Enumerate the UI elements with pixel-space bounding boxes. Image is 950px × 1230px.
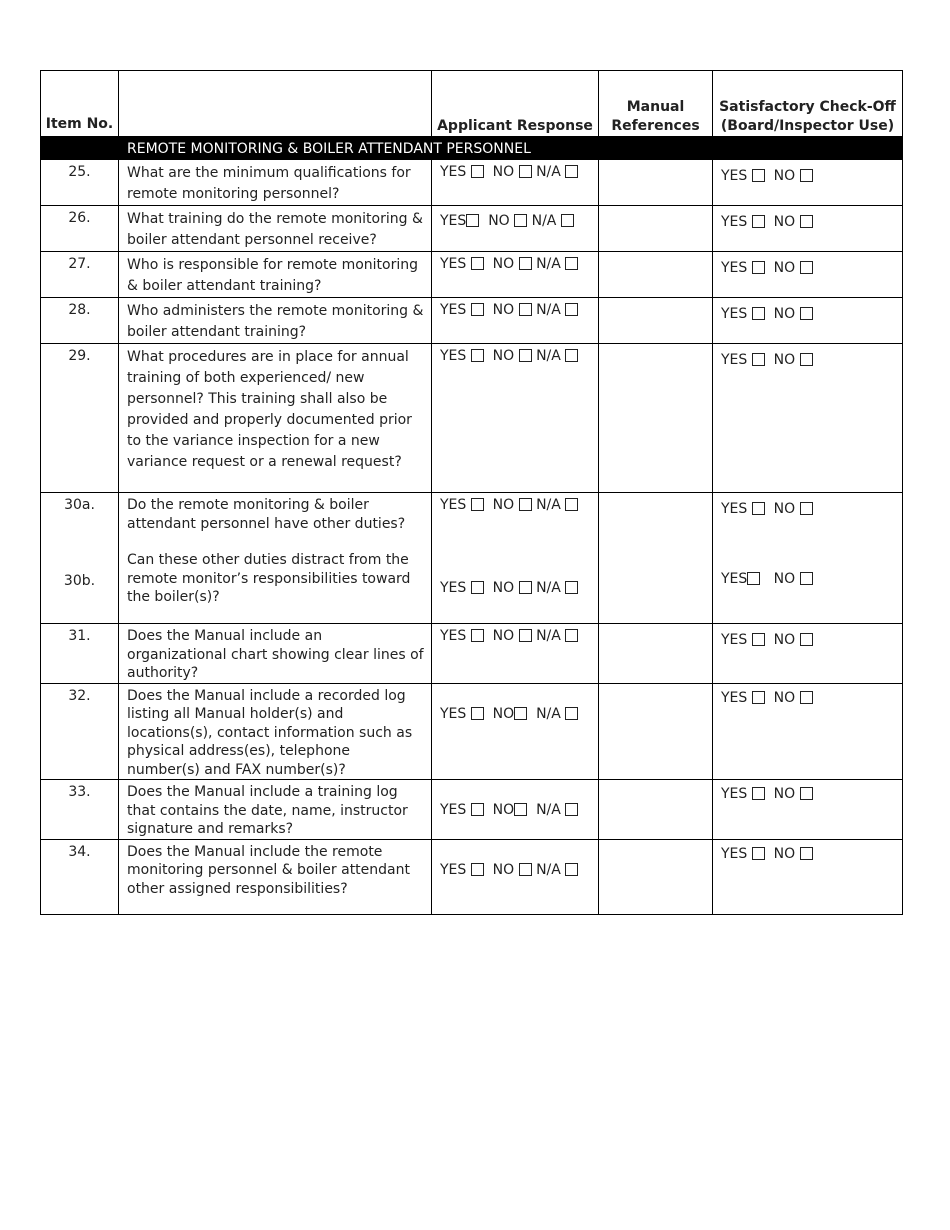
- no-checkbox[interactable]: [519, 165, 532, 178]
- no-checkbox[interactable]: [519, 349, 532, 362]
- na-label: N/A: [536, 302, 561, 318]
- yes-checkbox[interactable]: [752, 307, 765, 320]
- yes-checkbox[interactable]: [471, 498, 484, 511]
- applicant-response: [432, 624, 599, 684]
- manual-reference-field[interactable]: [599, 683, 713, 780]
- no-label: NO: [773, 352, 796, 368]
- table-row: [41, 206, 903, 252]
- na-checkbox[interactable]: [565, 629, 578, 642]
- no-label: NO: [492, 861, 515, 878]
- check-off: [713, 252, 903, 298]
- na-checkbox[interactable]: [565, 165, 578, 178]
- item-number: 26.: [41, 206, 119, 252]
- no-label: NO: [773, 571, 796, 587]
- manual-reference-field[interactable]: [599, 160, 713, 206]
- item-number-group: [41, 493, 119, 624]
- no-label: NO: [773, 214, 796, 230]
- question-group: [119, 493, 432, 624]
- no-checkbox[interactable]: [519, 303, 532, 316]
- check-off: [713, 298, 903, 344]
- na-label: N/A: [536, 802, 561, 818]
- question-text: Does the Manual include an organizational chart showing clear lines of authority?: [119, 624, 432, 684]
- item-number: 25.: [41, 160, 119, 206]
- na-checkbox[interactable]: [565, 707, 578, 720]
- yes-label: YES: [721, 352, 748, 368]
- question-text: Does the Manual include the remote monitoring personnel & boiler attendant other assigned responsibilities?: [119, 839, 432, 914]
- yes-checkbox[interactable]: [752, 691, 765, 704]
- question-text: Who administers the remote monitoring & boiler attendant training?: [119, 298, 432, 344]
- yes-label: YES: [440, 580, 467, 596]
- no-checkbox[interactable]: [519, 581, 532, 594]
- yes-label: YES: [721, 571, 748, 587]
- no-checkbox[interactable]: [514, 803, 527, 816]
- no-checkbox[interactable]: [800, 633, 813, 646]
- yes-checkbox[interactable]: [471, 165, 484, 178]
- no-checkbox[interactable]: [514, 214, 527, 227]
- yes-checkbox[interactable]: [471, 349, 484, 362]
- table-row: [41, 624, 903, 684]
- header-row: [41, 71, 903, 137]
- yes-label: YES: [440, 802, 467, 818]
- item-number: 31.: [41, 624, 119, 684]
- applicant-response: [432, 683, 599, 780]
- question-text: Does the Manual include a training log that contains the date, name, instructor signature and remarks?: [119, 780, 432, 840]
- header-applicant-response: Applicant Response: [432, 71, 599, 137]
- manual-reference-field[interactable]: [599, 493, 713, 624]
- no-label: NO: [492, 164, 515, 180]
- check-off: [713, 344, 903, 493]
- applicant-response: [432, 780, 599, 840]
- na-label: N/A: [536, 580, 561, 596]
- manual-reference-field[interactable]: [599, 206, 713, 252]
- yes-label: YES: [721, 786, 748, 802]
- table-row: [41, 160, 903, 206]
- na-checkbox[interactable]: [565, 257, 578, 270]
- no-checkbox[interactable]: [519, 629, 532, 642]
- table-row: [41, 344, 903, 493]
- yes-checkbox[interactable]: [471, 629, 484, 642]
- applicant-response: [432, 252, 599, 298]
- item-number: 29.: [41, 344, 119, 493]
- item-number: 32.: [41, 683, 119, 780]
- yes-label: YES: [440, 213, 467, 229]
- yes-label: YES: [721, 214, 748, 230]
- no-label: NO: [492, 628, 515, 644]
- yes-checkbox[interactable]: [752, 169, 765, 182]
- section-title: REMOTE MONITORING & BOILER ATTENDANT PERSONNEL: [119, 137, 903, 160]
- na-label: N/A: [536, 628, 561, 644]
- yes-checkbox[interactable]: [747, 572, 760, 585]
- check-off: [713, 683, 903, 780]
- no-label: NO: [492, 705, 515, 722]
- yes-checkbox[interactable]: [471, 863, 484, 876]
- na-label: N/A: [536, 705, 561, 722]
- manual-reference-field[interactable]: [599, 624, 713, 684]
- na-checkbox[interactable]: [565, 803, 578, 816]
- question-text: Who is responsible for remote monitoring & boiler attendant training?: [119, 252, 432, 298]
- yes-checkbox[interactable]: [466, 214, 479, 227]
- no-checkbox[interactable]: [800, 307, 813, 320]
- yes-checkbox[interactable]: [471, 581, 484, 594]
- no-checkbox[interactable]: [519, 498, 532, 511]
- section-header-row: [41, 137, 903, 160]
- check-off: [713, 839, 903, 914]
- yes-checkbox[interactable]: [752, 787, 765, 800]
- yes-label: YES: [721, 306, 748, 322]
- yes-checkbox[interactable]: [752, 215, 765, 228]
- manual-reference-field[interactable]: [599, 780, 713, 840]
- no-label: NO: [773, 845, 796, 862]
- no-label: NO: [773, 632, 796, 648]
- yes-label: YES: [440, 705, 467, 722]
- applicant-response: [432, 839, 599, 914]
- yes-checkbox[interactable]: [471, 257, 484, 270]
- header-satisfactory-check-off: Satisfactory Check-Off (Board/Inspector Use): [713, 71, 903, 137]
- no-label: NO: [492, 256, 515, 272]
- header-item-no: Item No.: [41, 71, 119, 137]
- no-checkbox[interactable]: [800, 215, 813, 228]
- no-checkbox[interactable]: [800, 691, 813, 704]
- table-row: [41, 780, 903, 840]
- no-checkbox[interactable]: [800, 572, 813, 585]
- header-manual-references: Manual References: [599, 71, 713, 137]
- check-off: [713, 493, 903, 624]
- question-text: What training do the remote monitoring & boiler attendant personnel receive?: [119, 206, 432, 252]
- item-number: 27.: [41, 252, 119, 298]
- applicant-response: [432, 493, 599, 624]
- item-number: 30a.: [64, 497, 95, 513]
- manual-reference-field[interactable]: [599, 298, 713, 344]
- yes-checkbox[interactable]: [752, 261, 765, 274]
- no-checkbox[interactable]: [519, 257, 532, 270]
- na-label: N/A: [536, 164, 561, 180]
- na-label: N/A: [536, 861, 561, 878]
- manual-reference-field[interactable]: [599, 252, 713, 298]
- yes-label: YES: [440, 628, 467, 644]
- table-row: [41, 298, 903, 344]
- no-label: NO: [492, 580, 515, 596]
- no-checkbox[interactable]: [514, 707, 527, 720]
- no-label: NO: [492, 302, 515, 318]
- no-label: NO: [773, 168, 796, 184]
- no-label: NO: [492, 802, 515, 818]
- no-checkbox[interactable]: [800, 353, 813, 366]
- na-checkbox[interactable]: [565, 863, 578, 876]
- yes-label: YES: [440, 256, 467, 272]
- table-row: [41, 252, 903, 298]
- no-label: NO: [492, 497, 515, 513]
- na-label: N/A: [536, 348, 561, 364]
- question-text: Does the Manual include a recorded log listing all Manual holder(s) and locations(s), contact information such as physical address(es), telephone number(s) and FAX number(s)?: [119, 683, 432, 780]
- question-text: Can these other duties distract from the remote monitor’s responsibilities toward the boiler(s)?: [127, 552, 411, 605]
- yes-label: YES: [721, 168, 748, 184]
- no-label: NO: [488, 213, 510, 229]
- yes-checkbox[interactable]: [471, 303, 484, 316]
- no-checkbox[interactable]: [800, 847, 813, 860]
- manual-reference-field[interactable]: [599, 839, 713, 914]
- header-question: [119, 71, 432, 137]
- no-checkbox[interactable]: [800, 787, 813, 800]
- check-off: [713, 206, 903, 252]
- na-checkbox[interactable]: [565, 303, 578, 316]
- na-checkbox[interactable]: [561, 214, 574, 227]
- yes-checkbox[interactable]: [752, 502, 765, 515]
- yes-label: YES: [721, 689, 748, 706]
- yes-label: YES: [721, 845, 748, 862]
- item-number: 33.: [41, 780, 119, 840]
- table-row: [41, 493, 903, 624]
- na-checkbox[interactable]: [565, 349, 578, 362]
- table-row: [41, 683, 903, 780]
- yes-checkbox[interactable]: [752, 633, 765, 646]
- na-label: N/A: [531, 213, 557, 229]
- item-number: 30b.: [63, 573, 96, 589]
- no-label: NO: [773, 689, 796, 706]
- no-label: NO: [773, 786, 796, 802]
- check-off: [713, 160, 903, 206]
- na-checkbox[interactable]: [565, 498, 578, 511]
- yes-checkbox[interactable]: [752, 847, 765, 860]
- applicant-response: [432, 160, 599, 206]
- check-off: [713, 780, 903, 840]
- question-text: What procedures are in place for annual training of both experienced/ new personnel? This training shall also be provided and properly documented prior to the variance inspection for a new variance request or a renewal request?: [119, 344, 432, 493]
- check-off: [713, 624, 903, 684]
- yes-label: YES: [440, 164, 467, 180]
- item-number: 34.: [41, 839, 119, 914]
- yes-label: YES: [721, 260, 748, 276]
- no-checkbox[interactable]: [800, 169, 813, 182]
- item-number: 28.: [41, 298, 119, 344]
- na-checkbox[interactable]: [565, 581, 578, 594]
- no-label: NO: [773, 260, 796, 276]
- yes-checkbox[interactable]: [752, 353, 765, 366]
- yes-label: YES: [440, 861, 467, 878]
- yes-checkbox[interactable]: [471, 707, 484, 720]
- yes-label: YES: [440, 302, 467, 318]
- table-row: [41, 839, 903, 914]
- yes-label: YES: [721, 632, 748, 648]
- no-label: NO: [773, 306, 796, 322]
- no-checkbox[interactable]: [800, 502, 813, 515]
- no-checkbox[interactable]: [519, 863, 532, 876]
- no-label: NO: [492, 348, 515, 364]
- applicant-response: [432, 206, 599, 252]
- applicant-response: [432, 344, 599, 493]
- yes-label: YES: [721, 501, 748, 517]
- na-label: N/A: [536, 497, 561, 513]
- checklist-table: [40, 70, 903, 915]
- applicant-response: [432, 298, 599, 344]
- manual-reference-field[interactable]: [599, 344, 713, 493]
- yes-label: YES: [440, 497, 467, 513]
- yes-label: YES: [440, 348, 467, 364]
- na-label: N/A: [536, 256, 561, 272]
- question-text: Do the remote monitoring & boiler attendant personnel have other duties?: [127, 497, 406, 532]
- yes-checkbox[interactable]: [471, 803, 484, 816]
- question-text: What are the minimum qualifications for remote monitoring personnel?: [119, 160, 432, 206]
- no-checkbox[interactable]: [800, 261, 813, 274]
- no-label: NO: [773, 501, 796, 517]
